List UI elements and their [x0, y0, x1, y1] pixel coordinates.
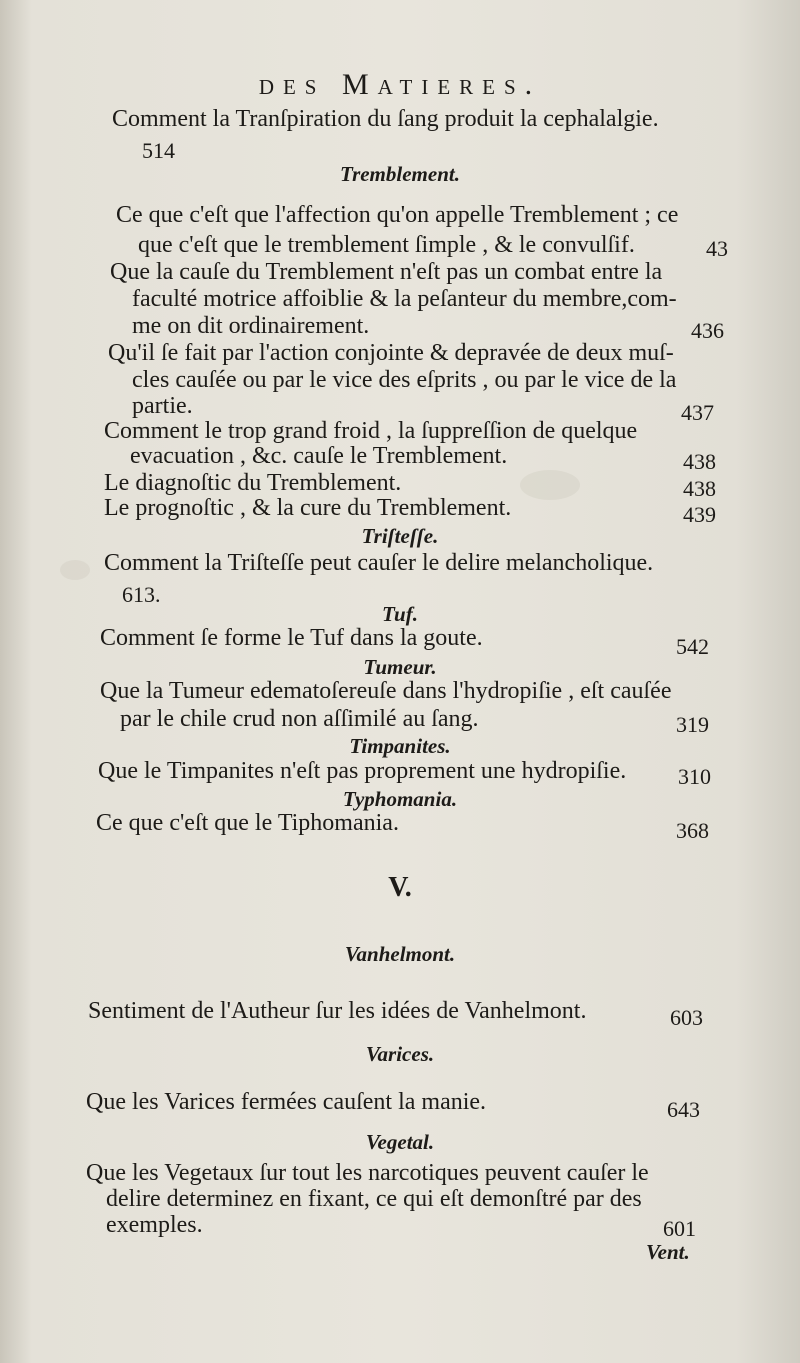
- entry-line: Ce que c'eſt que l'affection qu'on appelle Tremblement ; ce: [116, 202, 679, 228]
- entry-line: Comment le trop grand froid , la ſuppreſſion de quelque: [104, 418, 638, 444]
- entry-line: cles cauſée ou par le vice des eſprits , ou par le vice de la: [132, 367, 677, 393]
- running-header: des Matieres.: [258, 68, 542, 101]
- section-heading-tremblement: Tremblement.: [340, 162, 460, 186]
- entry-line: que c'eſt que le tremblement ſimple , & le convulſif.: [138, 232, 635, 258]
- page-number: 613.: [122, 582, 161, 607]
- page-number: 436: [691, 318, 724, 343]
- entry-line: Le diagnoſtic du Tremblement.: [104, 470, 402, 496]
- page-number: 438: [683, 476, 716, 501]
- page-number: 310: [678, 764, 711, 789]
- page-number: 603: [670, 1005, 703, 1030]
- section-heading-varices: Varices.: [365, 1042, 435, 1066]
- page-number: 542: [676, 634, 709, 659]
- entry-line: par le chile crud non aſſimilé au ſang.: [120, 706, 479, 732]
- entry-line: faculté motrice affoiblie & la peſanteur du membre,com-: [132, 286, 677, 312]
- entry-line: delire determinez en fixant, ce qui eſt demonſtré par des: [106, 1186, 642, 1212]
- page-number: 43: [706, 236, 728, 261]
- letter-heading: V.: [388, 872, 412, 903]
- entry-line: Ce que c'eſt que le Tiphomania.: [96, 810, 399, 836]
- entry-line: Que les Varices fermées cauſent la manie.: [86, 1089, 487, 1115]
- entry-line: Comment ſe forme le Tuf dans la goute.: [100, 625, 483, 651]
- section-heading-timpanites: Timpanites.: [349, 734, 451, 758]
- page-number: 437: [681, 400, 714, 425]
- entry-line: Que le Timpanites n'eſt pas proprement une hydropiſie.: [98, 758, 627, 784]
- page-number: 601: [663, 1216, 696, 1241]
- section-heading-typhomania: Typhomania.: [342, 787, 458, 811]
- section-heading-tumeur: Tumeur.: [363, 655, 437, 679]
- section-heading-vanhelmont: Vanhelmont.: [344, 942, 456, 966]
- entry-line: exemples.: [106, 1212, 203, 1238]
- section-heading-tuf: Tuf.: [382, 602, 418, 626]
- entry-line: Que la cauſe du Tremblement n'eſt pas un combat entre la: [110, 259, 663, 285]
- entry-line: Que la Tumeur edematoſereuſe dans l'hydropiſie , eſt cauſée: [100, 678, 672, 704]
- page-number: 439: [683, 502, 716, 527]
- entry-line: Sentiment de l'Autheur ſur les idées de Vanhelmont.: [88, 998, 587, 1024]
- entry-line: Que les Vegetaux ſur tout les narcotiques peuvent cauſer le: [86, 1160, 649, 1186]
- page-number: 368: [676, 818, 709, 843]
- catchword: Vent.: [646, 1240, 690, 1264]
- entry-line: Le prognoſtic , & la cure du Tremblement.: [104, 495, 512, 521]
- page-number: 643: [667, 1097, 700, 1122]
- stain: [520, 470, 580, 500]
- entry-line: Qu'il ſe fait par l'action conjointe & depravée de deux muſ-: [108, 340, 674, 366]
- page-number: 319: [676, 712, 709, 737]
- entry-line: Comment la Tranſpiration du ſang produit la cephalalgie.: [112, 106, 659, 132]
- page-number: 438: [683, 449, 716, 474]
- entry-line: evacuation , &c. cauſe le Tremblement.: [130, 443, 508, 469]
- entry-line: partie.: [132, 393, 193, 419]
- stain: [60, 560, 90, 580]
- section-heading-tristesse: Triſteſſe.: [361, 524, 439, 548]
- section-heading-vegetal: Vegetal.: [365, 1130, 435, 1154]
- entry-line: me on dit ordinairement.: [132, 313, 370, 339]
- entry-line: Comment la Triſteſſe peut cauſer le delire melancholique.: [104, 550, 654, 576]
- page-number: 514: [142, 138, 175, 163]
